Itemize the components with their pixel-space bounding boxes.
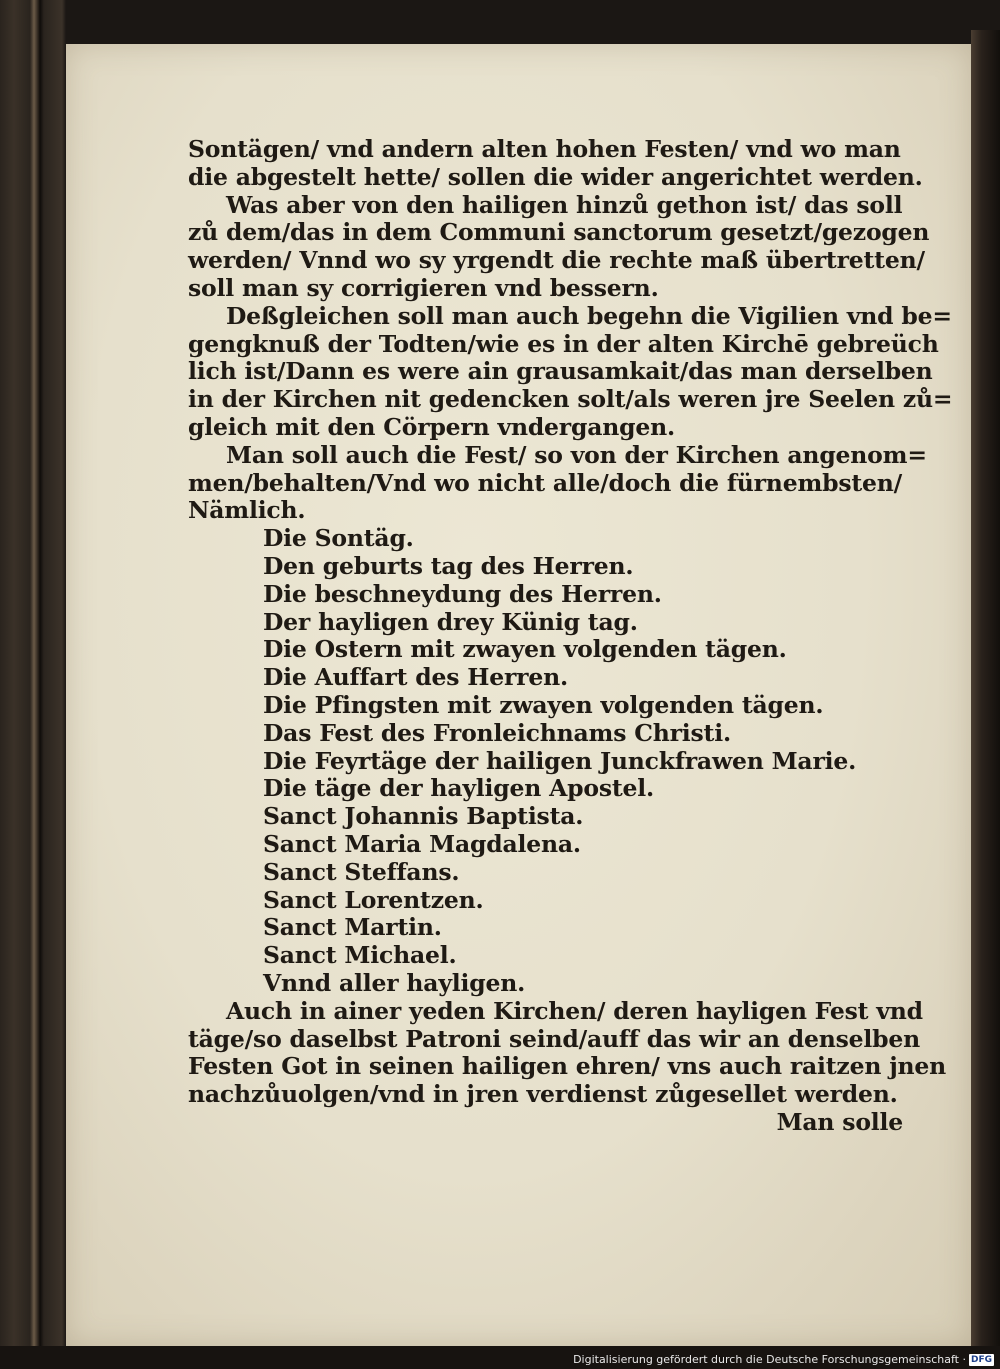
feast-list-item: Das Fest des Fronleichnams Christi. xyxy=(263,718,731,747)
feast-list-item: Sanct Maria Magdalena. xyxy=(263,829,581,858)
text-line: Was aber von den hailigen hinzů gethon ist/ das soll xyxy=(226,190,903,219)
text-line: lich ist/Dann es were ain grausamkait/das man derselben xyxy=(188,357,933,386)
feast-list-item: Sanct Steffans. xyxy=(263,857,460,886)
text-line: Sontägen/ vnd andern alten hohen Festen/ vnd wo man xyxy=(188,135,901,163)
text-line: Nämlich. xyxy=(188,496,306,525)
feast-list-item: Sanct Lorentzen. xyxy=(263,885,484,914)
text-line: Man soll auch die Fest/ so von der Kirchen angenom= xyxy=(226,440,927,469)
feast-list-item: Sanct Johannis Baptista. xyxy=(263,802,584,831)
text-line: Deßgleichen soll man auch begehn die Vigilien vnd be= xyxy=(226,301,952,330)
feast-list-item: Den geburts tag des Herren. xyxy=(263,551,634,580)
feast-list-item: Der hayligen drey Künig tag. xyxy=(263,607,638,636)
feast-list-item: Sanct Michael. xyxy=(263,941,457,970)
text-line: soll man sy corrigieren vnd bessern. xyxy=(188,273,659,302)
footer-text: Digitalisierung gefördert durch die Deutsche Forschungsgemeinschaft · xyxy=(573,1353,966,1366)
feast-list-item: Die Auffart des Herren. xyxy=(263,663,568,692)
feast-list-item: Die Pfingsten mit zwayen volgenden tägen. xyxy=(263,690,824,719)
feast-list-item: Sanct Martin. xyxy=(263,913,442,942)
text-line: Auch in ainer yeden Kirchen/ deren hayligen Fest vnd xyxy=(226,996,923,1025)
dfg-logo: DFG xyxy=(970,1354,992,1365)
feast-list-item: Die Feyrtäge der hailigen Junckfrawen Marie. xyxy=(263,746,857,775)
text-line: die abgestelt hette/ sollen die wider angerichtet werden. xyxy=(188,162,923,191)
footer-bar xyxy=(0,1346,1000,1369)
text-line: gleich mit den Cörpern vndergangen. xyxy=(188,412,675,441)
text-line: täge/so daselbst Patroni seind/auff das wir an denselben xyxy=(188,1024,921,1053)
footer-credit xyxy=(573,1353,994,1366)
text-line: gengknuß der Todten/wie es in der alten Kirchē gebreüch xyxy=(188,329,939,358)
text-line: zů dem/das in dem Communi sanctorum gesetzt/gezogen xyxy=(188,218,930,247)
text-line: in der Kirchen nit gedencken solt/als weren jre Seelen zů= xyxy=(188,385,953,414)
text-line: Festen Got in seinen hailigen ehren/ vns auch raitzen jnen xyxy=(188,1052,947,1081)
feast-list-item: Vnnd aller hayligen. xyxy=(263,968,526,997)
text-line: werden/ Vnnd wo sy yrgendt die rechte maß übertretten/ xyxy=(188,246,925,275)
feast-list-item: Die täge der hayligen Apostel. xyxy=(263,774,654,803)
catchword: Man solle xyxy=(776,1107,903,1136)
feast-list-item: Die beschneydung des Herren. xyxy=(263,579,662,608)
feast-list-item: Die Sontäg. xyxy=(263,524,414,553)
page-text xyxy=(188,135,953,1137)
feast-list-item: Die Ostern mit zwayen volgenden tägen. xyxy=(263,635,787,664)
text-line: nachzůuolgen/vnd in jren verdienst zůgesellet werden. xyxy=(188,1080,898,1109)
page-edge xyxy=(971,30,1000,1350)
text-line: men/behalten/Vnd wo nicht alle/doch die fürnembsten/ xyxy=(188,468,903,497)
